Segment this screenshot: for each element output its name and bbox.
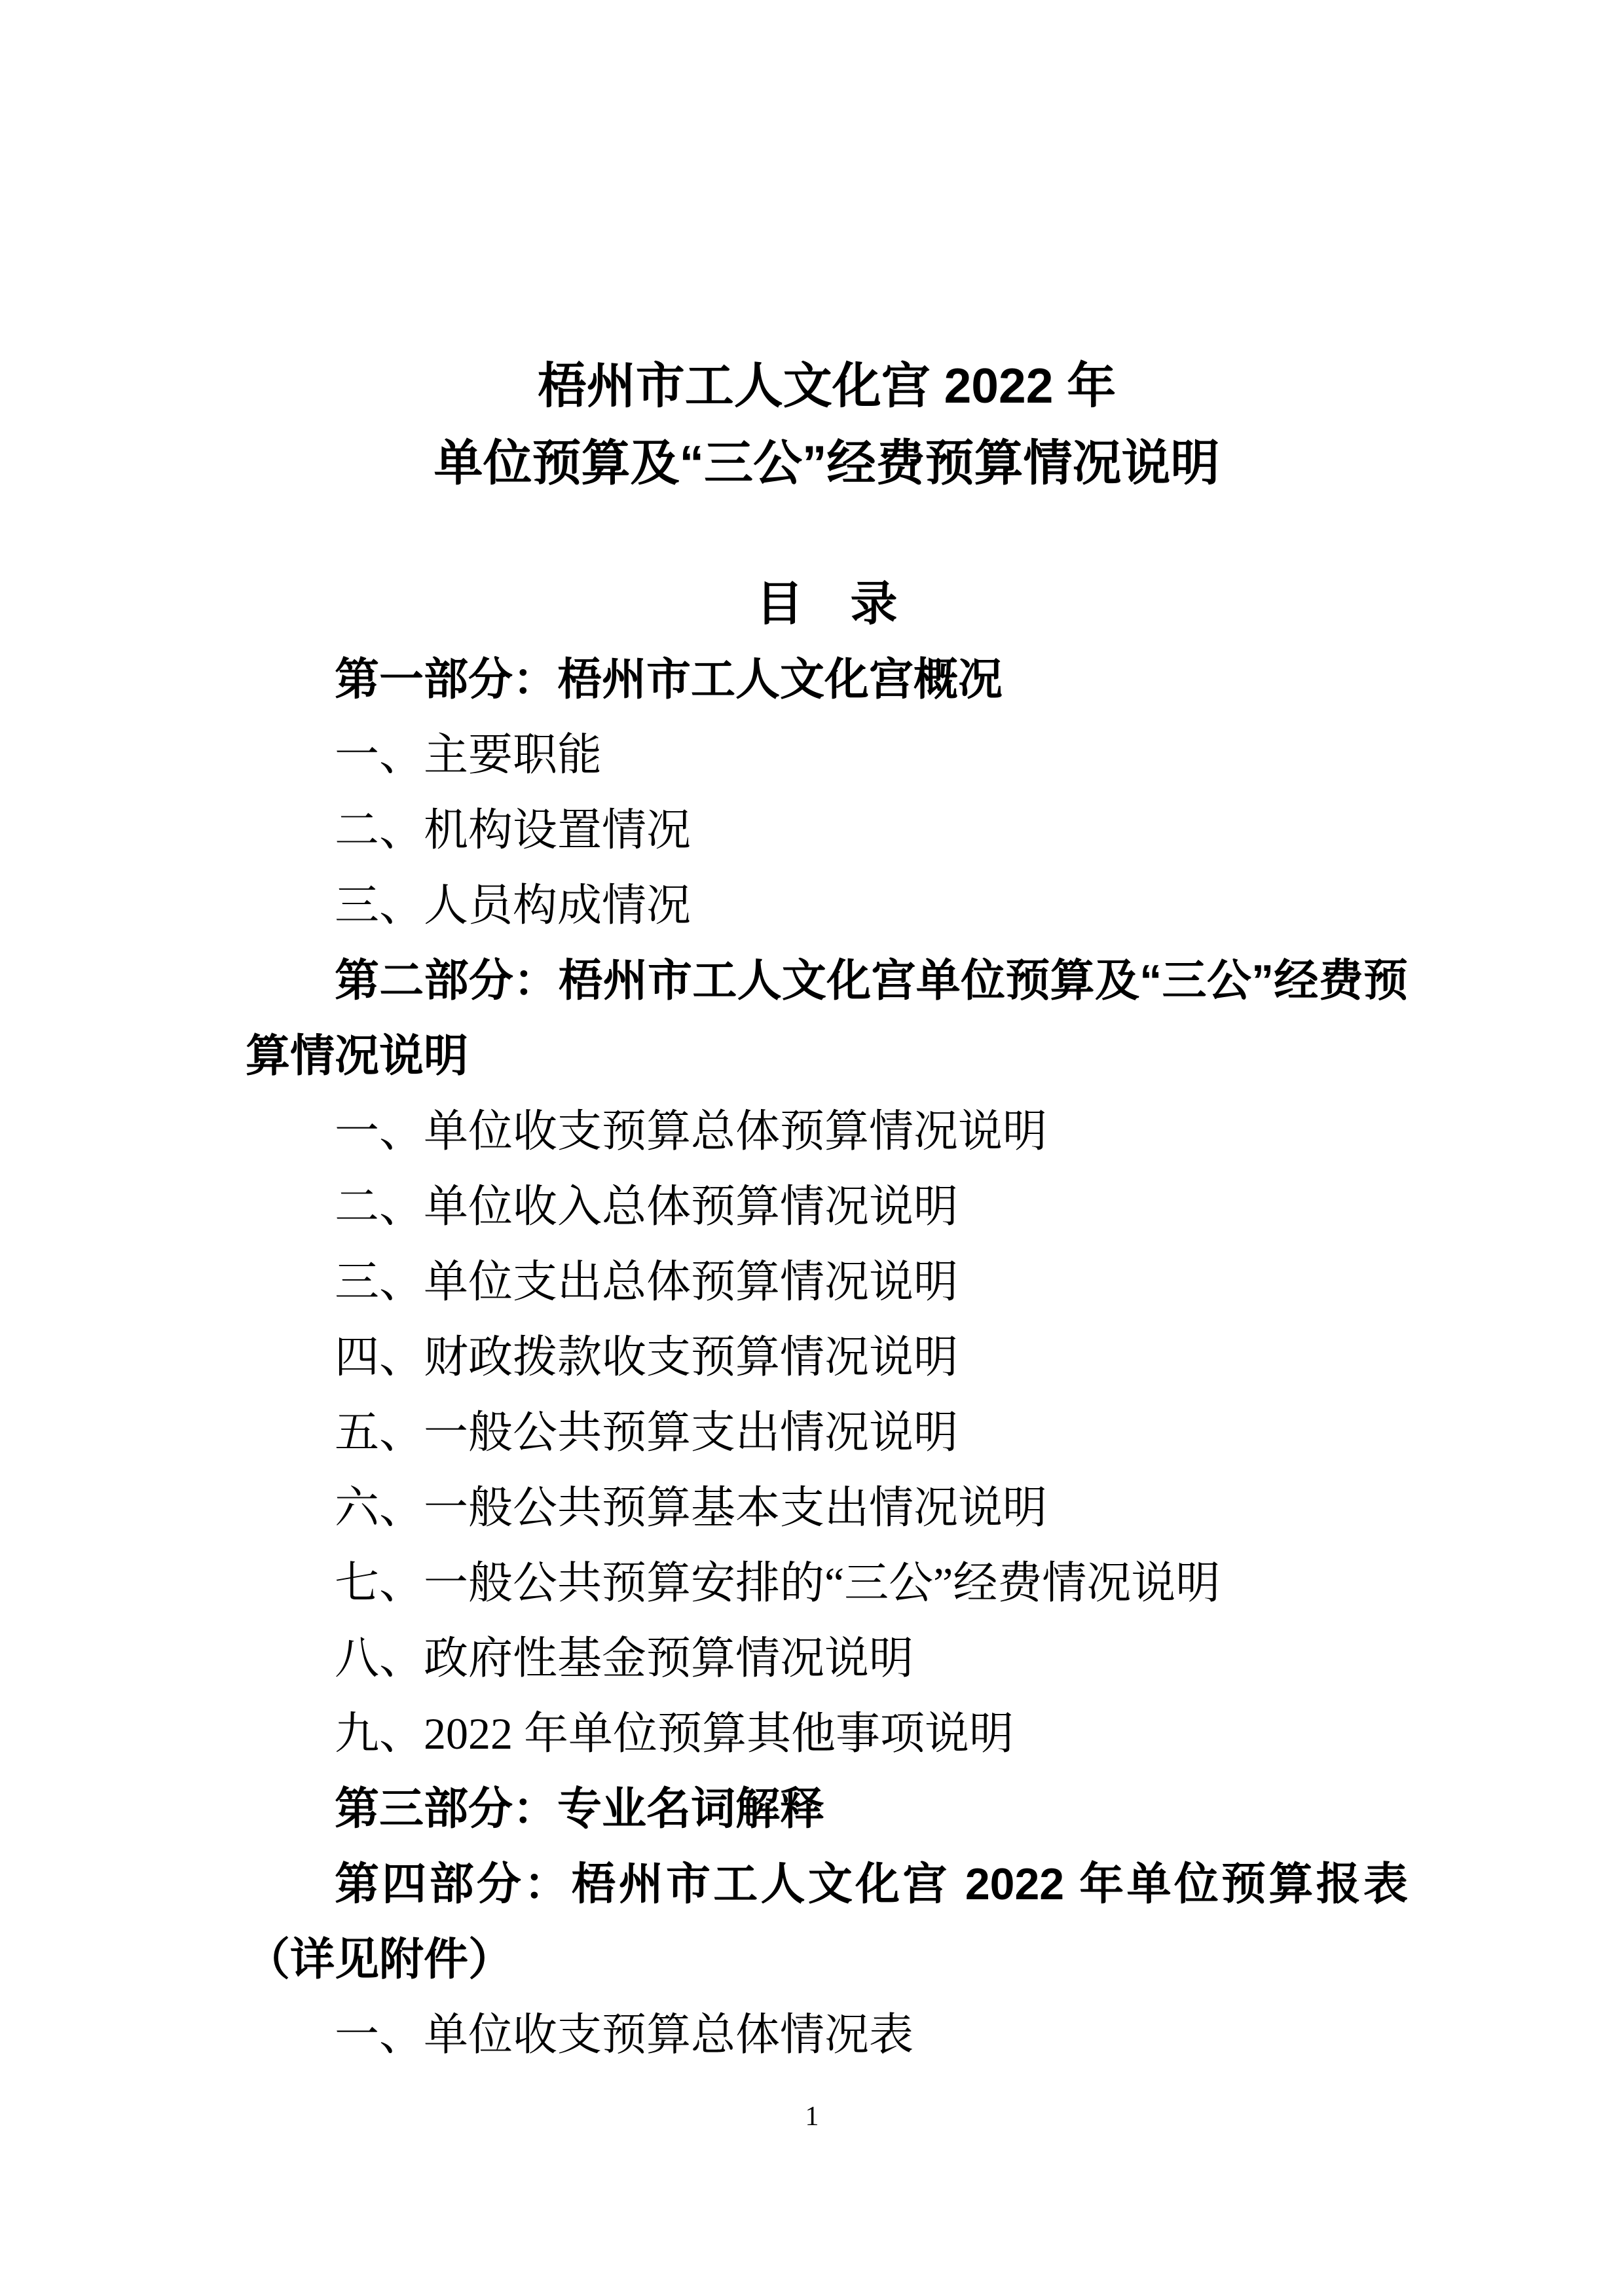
toc-entry-item: 三、人员构成情况 (335, 881, 692, 930)
toc-entry-item: 九、2022 年单位预算其他事项说明 (335, 1709, 1014, 1758)
document-title-line-1: 梧州市工人文化宫 2022 年 (537, 358, 1116, 413)
toc-entry-item: 四、财政拨款收支预算情况说明 (335, 1332, 959, 1382)
toc-entry-item: 六、一般公共预算基本支出情况说明 (335, 1483, 1048, 1533)
toc-entry-item: 五、一般公共预算支出情况说明 (335, 1408, 959, 1457)
toc-entry-item: 一、单位收支预算总体情况表 (335, 2010, 914, 2060)
toc-entry-part: 第四部分：梧州市工人文化宫 2022 年单位预算报表（详见附件） (246, 1859, 1408, 1984)
document-title-line-2: 单位预算及“三公”经费预算情况说明 (434, 435, 1220, 490)
toc-entry-item: 三、单位支出总体预算情况说明 (335, 1257, 959, 1307)
toc-entry-item: 二、单位收入总体预算情况说明 (335, 1182, 959, 1231)
toc-list (246, 642, 1408, 2073)
toc-entry-item: 二、机构设置情况 (335, 805, 692, 855)
toc-entry-item: 一、单位收支预算总体预算情况说明 (335, 1106, 1048, 1156)
toc-heading: 目 录 (756, 578, 898, 630)
toc-entry-item: 一、主要职能 (335, 730, 602, 780)
toc-entry-item: 七、一般公共预算安排的“三公”经费情况说明 (335, 1558, 1221, 1608)
page-number: 1 (805, 2102, 819, 2132)
toc-entry-part: 第二部分：梧州市工人文化宫单位预算及“三公”经费预算情况说明 (246, 956, 1408, 1081)
toc-entry-item: 八、政府性基金预算情况说明 (335, 1633, 914, 1683)
toc-entry-part: 第三部分：专业名词解释 (335, 1784, 825, 1834)
toc-entry-part: 第一部分：梧州市工人文化宫概况 (335, 655, 1003, 704)
